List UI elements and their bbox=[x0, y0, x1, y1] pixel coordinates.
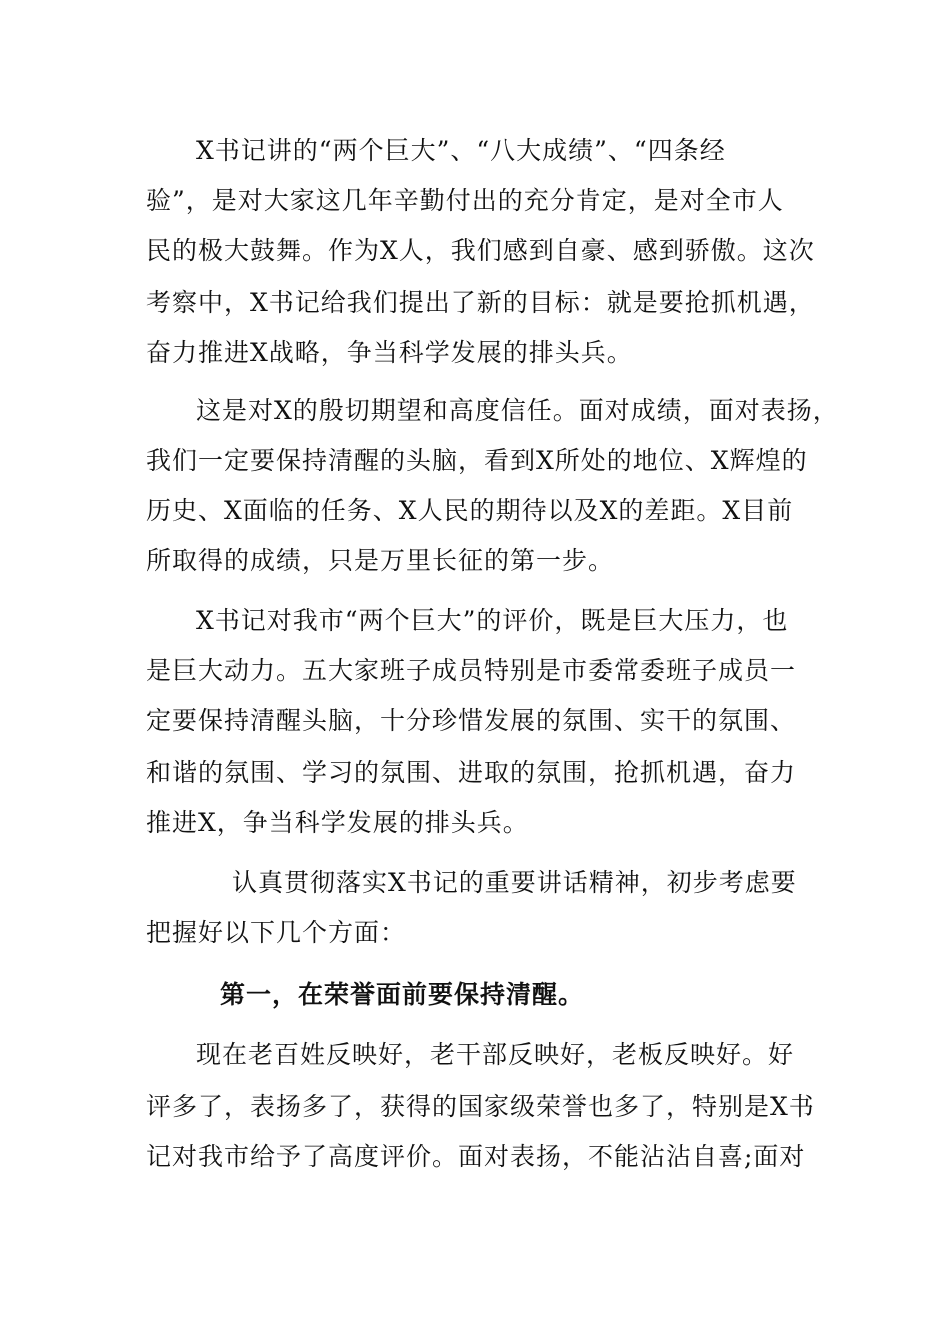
paragraph-1-line-3: 民的极大鼓舞。作为X人，我们感到自豪、感到骄傲。这次 bbox=[146, 236, 815, 265]
paragraph-2-line-1: 这是对X的殷切期望和高度信任。面对成绩，面对表扬， bbox=[196, 396, 839, 425]
paragraph-1-line-2: 验”，是对大家这几年辛勤付出的充分肯定，是对全市人 bbox=[146, 186, 784, 215]
paragraph-3-line-3: 定要保持清醒头脑，十分珍惜发展的氛围、实干的氛围、 bbox=[146, 706, 797, 735]
paragraph-1-line-1: X书记讲的“两个巨大”、“八大成绩”、“四条经 bbox=[196, 136, 726, 165]
paragraph-2-line-2: 我们一定要保持清醒的头脑，看到X所处的地位、X辉煌的 bbox=[146, 446, 808, 475]
section-heading: 第一，在荣誉面前要保持清醒。 bbox=[220, 980, 585, 1009]
paragraph-3-line-2: 是巨大动力。五大家班子成员特别是市委常委班子成员一 bbox=[146, 656, 797, 685]
paragraph-3-line-1: X书记对我市“两个巨大”的评价，既是巨大压力，也 bbox=[196, 606, 789, 635]
paragraph-1-line-5: 奋力推进X战略，争当科学发展的排头兵。 bbox=[146, 338, 633, 367]
paragraph-5-line-1: 现在老百姓反映好，老干部反映好，老板反映好。好 bbox=[196, 1040, 795, 1069]
paragraph-4-line-2: 把握好以下几个方面： bbox=[146, 918, 407, 947]
paragraph-2-line-3: 历史、X面临的任务、X人民的期待以及X的差距。X目前 bbox=[146, 496, 794, 525]
paragraph-5-line-2: 评多了，表扬多了，获得的国家级荣誉也多了，特别是X书 bbox=[146, 1092, 815, 1121]
paragraph-3-line-5: 推进X，争当科学发展的排头兵。 bbox=[146, 808, 529, 837]
paragraph-2-line-4: 所取得的成绩，只是万里长征的第一步。 bbox=[146, 546, 615, 575]
paragraph-5-line-3: 记对我市给予了高度评价。面对表扬，不能沾沾自喜;面对 bbox=[146, 1142, 806, 1171]
paragraph-1-line-4: 考察中，X书记给我们提出了新的目标：就是要抢抓机遇， bbox=[146, 288, 815, 317]
paragraph-4-line-1: 认真贯彻落实X书记的重要讲话精神，初步考虑要 bbox=[232, 868, 797, 897]
paragraph-3-line-4: 和谐的氛围、学习的氛围、进取的氛围，抢抓机遇，奋力 bbox=[146, 758, 797, 787]
